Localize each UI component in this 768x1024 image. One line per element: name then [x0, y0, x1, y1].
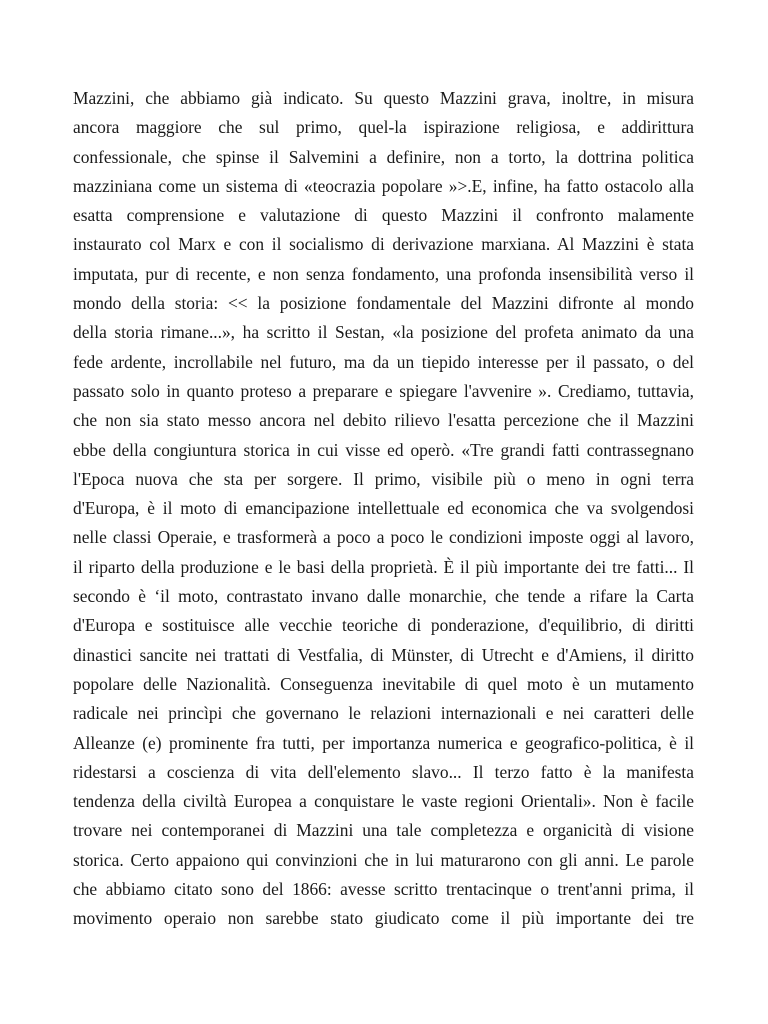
text-line: fede ardente, incrollabile nel futuro, ma da un tiepido interesse per il passato, o del: [73, 351, 694, 372]
text-line: Alleanze (e) prominente fra tutti, per importanza numerica e geografico-politica, è il: [73, 732, 694, 753]
text-line: movimento operaio non sarebbe stato giudicato come il più importante dei tre: [73, 908, 694, 929]
text-line: ebbe della congiuntura storica in cui visse ed operò. «Tre grandi fatti contrassegnano: [73, 439, 694, 460]
text-line: trovare nei contemporanei di Mazzini una tale completezza e organicità di visione: [73, 820, 694, 841]
text-line: che non sia stato messo ancora nel debito rilievo l'esatta percezione che il Mazzini: [73, 410, 694, 431]
text-line: nelle classi Operaie, e trasformerà a poco a poco le condizioni imposte oggi al lavoro,: [73, 527, 694, 548]
text-line: il riparto della produzione e le basi della proprietà. È il più importante dei tre fatti... Il: [73, 556, 694, 577]
text-line: secondo è ‘il moto, contrastato invano dalle monarchie, che tende a rifare la Carta: [73, 586, 694, 607]
text-line: della storia rimane...», ha scritto il Sestan, «la posizione del profeta animato da una: [73, 322, 694, 343]
text-line: popolare delle Nazionalità. Conseguenza inevitabile di quel moto è un mutamento: [73, 673, 694, 694]
text-line: storica. Certo appaiono qui convinzioni che in lui maturarono con gli anni. Le parole: [73, 849, 694, 870]
text-line: ridestarsi a coscienza di vita dell'elemento slavo... Il terzo fatto è la manifesta: [73, 761, 694, 782]
body-text: [73, 84, 694, 934]
text-line: mazziniana come un sistema di «teocrazia popolare »>.E, infine, ha fatto ostacolo alla: [73, 175, 694, 196]
text-line: instaurato col Marx e con il socialismo di derivazione marxiana. Al Mazzini è stata: [73, 234, 694, 255]
text-line: Mazzini, che abbiamo già indicato. Su questo Mazzini grava, inoltre, in misura: [73, 88, 694, 108]
text-line: dinastici sancite nei trattati di Vestfalia, di Münster, di Utrecht e d'Amiens, il diritto: [73, 644, 694, 665]
text-line: che abbiamo citato sono del 1866: avesse scritto trentacinque o trent'anni prima, il: [73, 879, 694, 900]
text-line: radicale nei princìpi che governano le relazioni internazionali e nei caratteri delle: [73, 703, 694, 724]
text-line: d'Europa, è il moto di emancipazione intellettuale ed economica che va svolgendosi: [73, 498, 694, 519]
text-line: l'Epoca nuova che sta per sorgere. Il primo, visibile più o meno in ogni terra: [73, 468, 694, 489]
text-line: esatta comprensione e valutazione di questo Mazzini il confronto malamente: [73, 205, 694, 226]
text-line: tendenza della civiltà Europea a conquistare le vaste regioni Orientali». Non è facile: [73, 791, 694, 812]
text-line: mondo della storia: << la posizione fondamentale del Mazzini difronte al mondo: [73, 293, 694, 314]
text-line: imputata, pur di recente, e non senza fondamento, una profonda insensibilità verso il: [73, 263, 694, 284]
text-line: passato solo in quanto proteso a preparare e spiegare l'avvenire ». Crediamo, tuttavia,: [73, 380, 694, 401]
text-line: confessionale, che spinse il Salvemini a definire, non a torto, la dottrina politica: [73, 146, 694, 167]
text-line: d'Europa e sostituisce alle vecchie teoriche di ponderazione, d'equilibrio, di diritti: [73, 615, 694, 636]
text-line: ancora maggiore che sul primo, quel-la ispirazione religiosa, e addirittura: [73, 117, 694, 138]
